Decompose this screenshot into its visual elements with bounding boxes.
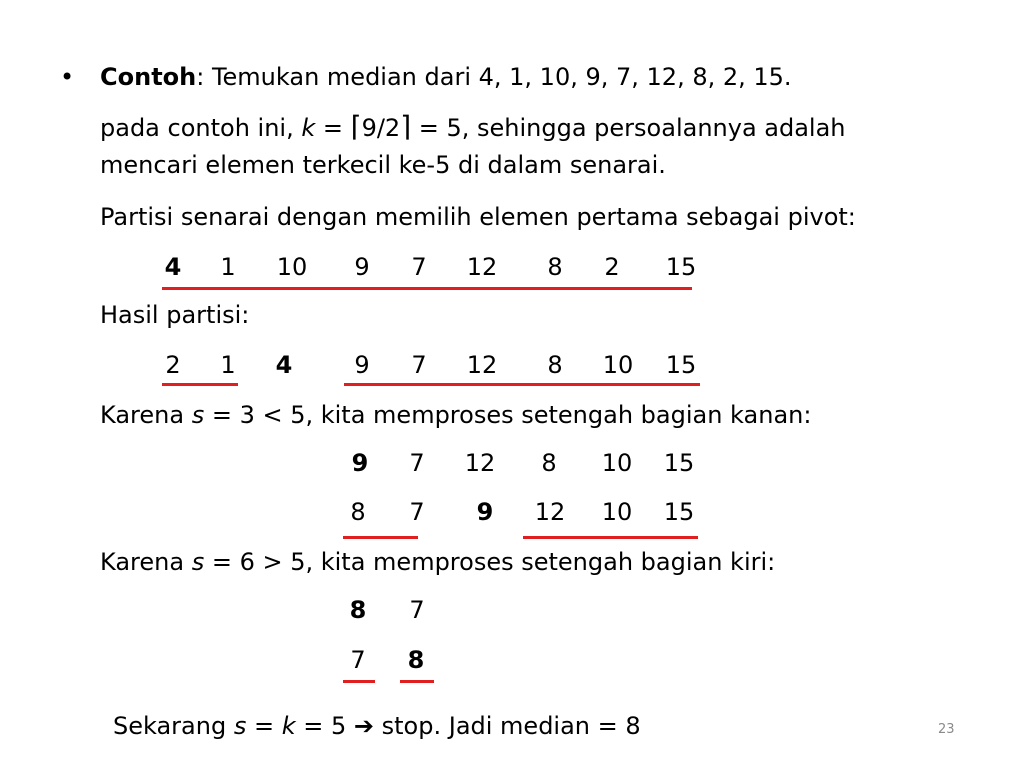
row2-cell: 2 (165, 351, 181, 379)
row3-cell: 7 (409, 449, 425, 477)
red-underline (523, 536, 698, 539)
task-description-line: mencari elemen terkecil ke-5 di dalam senarai. (100, 151, 666, 179)
text-segment: Karena (100, 548, 192, 576)
row4-cell: 10 (601, 498, 633, 526)
red-underline (162, 383, 238, 386)
red-underline (162, 287, 692, 290)
row1-cell: 7 (411, 253, 427, 281)
bullet-icon: • (60, 63, 75, 91)
example-colon: : (196, 63, 205, 91)
row1-cell: 2 (604, 253, 620, 281)
row4-cell: 12 (534, 498, 566, 526)
row4-cell: 9 (476, 498, 494, 526)
row1-cell: 1 (220, 253, 236, 281)
ceiling-left-icon: ⌈ (350, 110, 362, 143)
arrow-right-icon: ➔ (353, 712, 375, 740)
example-heading-line (100, 62, 792, 92)
row3-cell: 10 (601, 449, 633, 477)
red-underline (400, 680, 434, 683)
row4-cell: 15 (663, 498, 695, 526)
row2-cell: 12 (466, 351, 498, 379)
example-label: Contoh (100, 63, 197, 91)
fraction: 9/2 (361, 114, 401, 142)
variable-s: s (191, 401, 205, 429)
row6-cell: 8 (407, 646, 425, 674)
text-segment: = 3 < 5, kita memproses setengah bagian kanan: (204, 401, 812, 429)
red-underline (344, 383, 700, 386)
red-underline (343, 680, 375, 683)
row1-cell: 12 (466, 253, 498, 281)
text-segment: = (315, 114, 351, 142)
text-segment: = (246, 712, 282, 740)
text-segment: Karena (100, 401, 192, 429)
red-underline (343, 536, 418, 539)
row1-cell: 15 (665, 253, 697, 281)
row1-cell: 8 (547, 253, 563, 281)
text-segment: = 5 (295, 712, 354, 740)
variable-k: k (281, 712, 296, 740)
text-segment: stop. Jadi median = 8 (374, 712, 641, 740)
row2-cell: 1 (220, 351, 236, 379)
conclusion-line (113, 711, 641, 741)
row3-cell: 9 (351, 449, 369, 477)
row2-cell: 8 (547, 351, 563, 379)
row1-cell: 10 (276, 253, 308, 281)
variable-k: k (301, 114, 316, 142)
text-segment: = 6 > 5, kita memproses setengah bagian kiri: (204, 548, 776, 576)
row3-cell: 12 (464, 449, 496, 477)
row2-cell: 15 (665, 351, 697, 379)
page-number: 23 (938, 722, 955, 737)
row4-cell: 7 (409, 498, 425, 526)
variable-s: s (191, 548, 205, 576)
row2-cell: 7 (411, 351, 427, 379)
left-half-explanation (100, 547, 775, 577)
row1-cell: 9 (354, 253, 370, 281)
example-task: Temukan median dari 4, 1, 10, 9, 7, 12, 8, 2, 15. (204, 63, 792, 91)
row1-cell: 4 (164, 253, 182, 281)
variable-s: s (233, 712, 247, 740)
text-segment: pada contoh ini, (100, 114, 302, 142)
row3-cell: 8 (541, 449, 557, 477)
row5-cell: 7 (409, 596, 425, 624)
row4-cell: 8 (350, 498, 366, 526)
partition-result-heading: Hasil partisi: (100, 301, 250, 329)
text-segment: = 5, sehingga persoalannya adalah (411, 114, 846, 142)
ceiling-right-icon: ⌉ (400, 110, 412, 143)
k-definition-line (100, 112, 846, 143)
row2-cell: 10 (602, 351, 634, 379)
row3-cell: 15 (663, 449, 695, 477)
partition-instruction-line: Partisi senarai dengan memilih elemen pertama sebagai pivot: (100, 203, 856, 231)
row6-cell: 7 (350, 646, 366, 674)
row2-cell: 4 (275, 351, 293, 379)
row2-cell: 9 (354, 351, 370, 379)
right-half-explanation (100, 400, 811, 430)
text-segment: Sekarang (113, 712, 234, 740)
row5-cell: 8 (349, 596, 367, 624)
